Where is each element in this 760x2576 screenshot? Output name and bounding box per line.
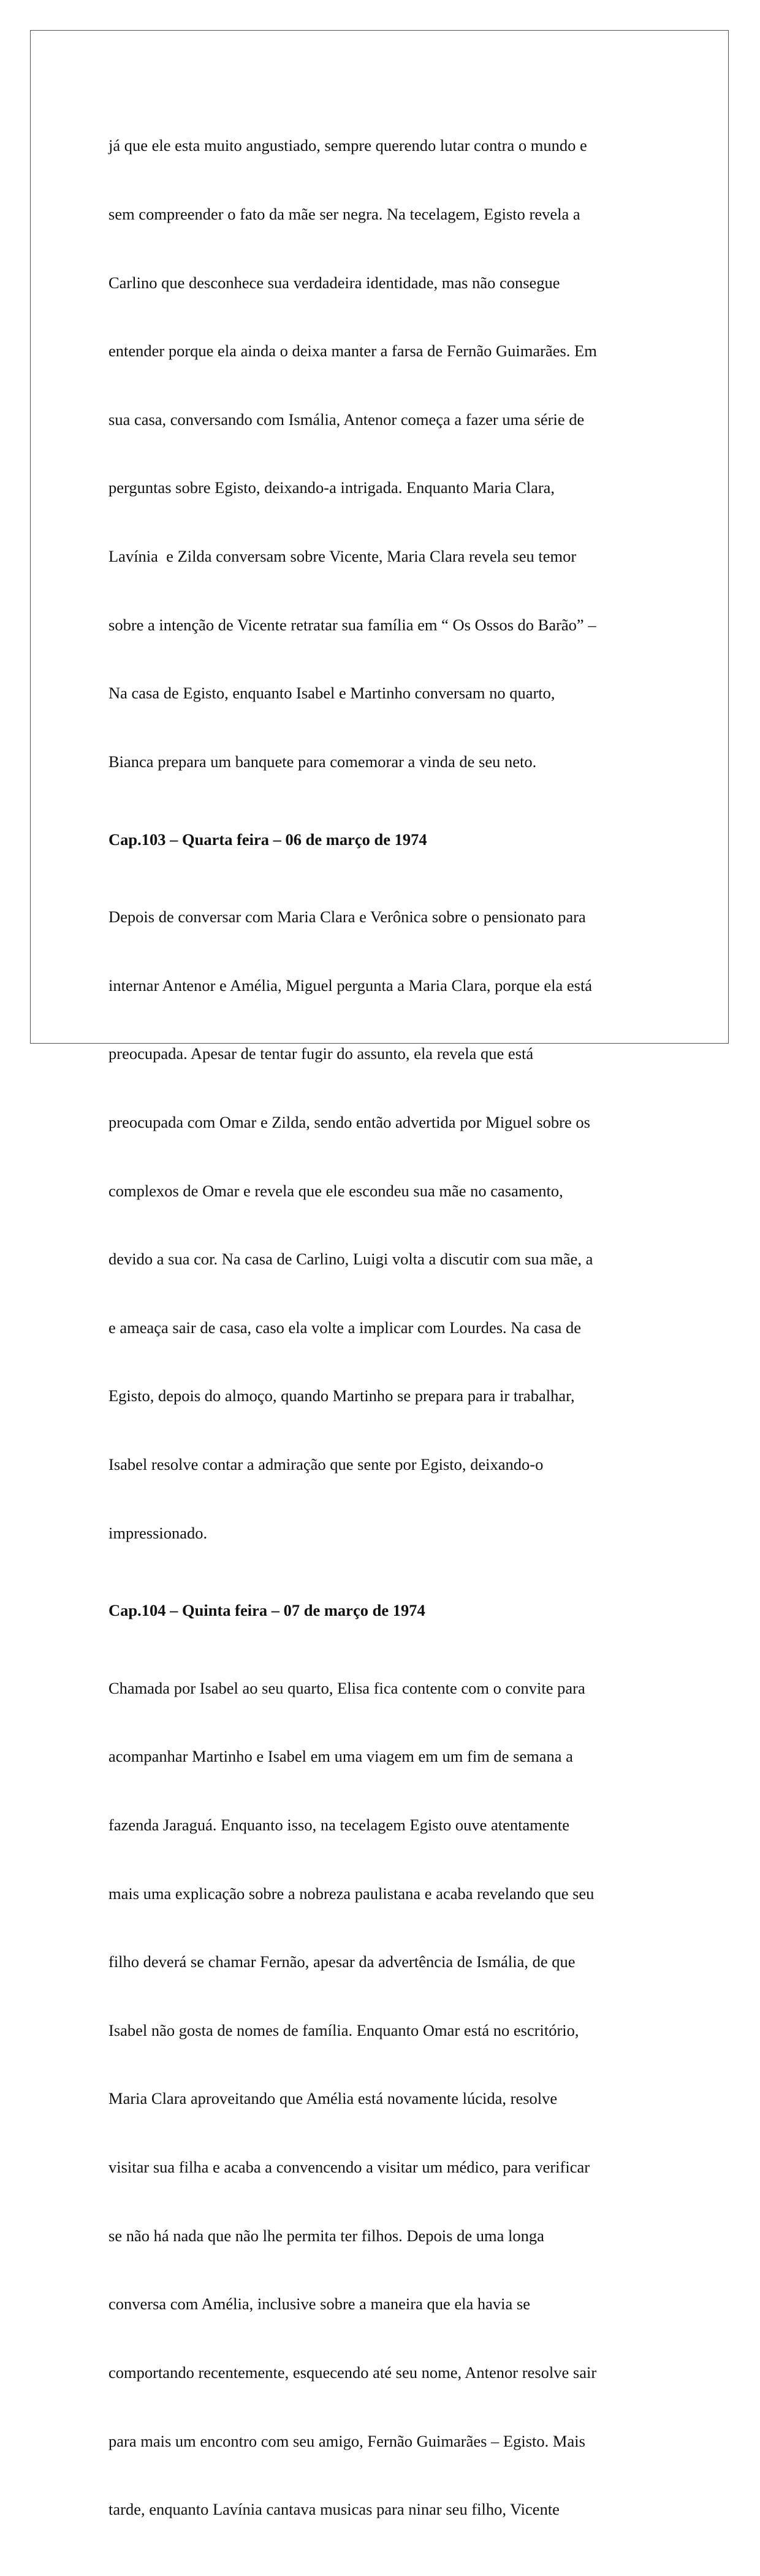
text-line: entender porque ela ainda o deixa manter a farsa de Fernão Guimarães. Em: [108, 342, 597, 361]
chapter-heading-104: Cap.104 – Quinta feira – 07 de março de 1974: [108, 1601, 425, 1620]
text-line: Na casa de Egisto, enquanto Isabel e Martinho conversam no quarto,: [108, 684, 555, 703]
text-line: acompanhar Martinho e Isabel em uma viagem em um fim de semana a: [108, 1747, 573, 1766]
text-line: Lavínia e Zilda conversam sobre Vicente, Maria Clara revela seu temor: [108, 547, 577, 566]
text-line: Chamada por Isabel ao seu quarto, Elisa fica contente com o convite para: [108, 1678, 585, 1697]
text-line: conversa com Amélia, inclusive sobre a maneira que ela havia se: [108, 2295, 530, 2314]
text-line: sua casa, conversando com Ismália, Antenor começa a fazer uma série de: [108, 410, 585, 429]
text-line: complexos de Omar e revela que ele escondeu sua mãe no casamento,: [108, 1181, 563, 1200]
chapter-heading-103: Cap.103 – Quarta feira – 06 de março de 1974: [108, 830, 427, 849]
text-line: Isabel resolve contar a admiração que sente por Egisto, deixando-o: [108, 1454, 544, 1473]
text-line: devido a sua cor. Na casa de Carlino, Luigi volta a discutir com sua mãe, a: [108, 1250, 593, 1269]
text-line: visitar sua filha e acaba a convencendo a visitar um médico, para verificar: [108, 2158, 590, 2177]
text-line: se não há nada que não lhe permita ter filhos. Depois de uma longa: [108, 2226, 544, 2245]
text-line: perguntas sobre Egisto, deixando-a intrigada. Enquanto Maria Clara,: [108, 478, 555, 497]
text-line: preocupada com Omar e Zilda, sendo então advertida por Miguel sobre os: [108, 1112, 590, 1131]
text-line: sem compreender o fato da mãe ser negra. Na tecelagem, Egisto revela a: [108, 205, 580, 224]
text-line: comportando recentemente, esquecendo até seu nome, Antenor resolve sair: [108, 2363, 597, 2382]
text-line: internar Antenor e Amélia, Miguel pergunta a Maria Clara, porque ela está: [108, 976, 593, 995]
text-line: já que ele esta muito angustiado, sempre querendo lutar contra o mundo e: [108, 136, 587, 155]
text-line: Maria Clara aproveitando que Amélia está novamente lúcida, resolve: [108, 2089, 558, 2108]
text-line: fazenda Jaraguá. Enquanto isso, na tecelagem Egisto ouve atentamente: [108, 1816, 570, 1835]
text-line: impressionado.: [108, 1523, 208, 1542]
text-line: e ameaça sair de casa, caso ela volte a implicar com Lourdes. Na casa de: [108, 1318, 582, 1337]
text-line: mais uma explicação sobre a nobreza paulistana e acaba revelando que seu: [108, 1884, 595, 1903]
document-body: [108, 89, 660, 2576]
text-line: Bianca prepara um banquete para comemorar a vinda de seu neto.: [108, 752, 537, 771]
text-line: filho deverá se chamar Fernão, apesar da advertência de Ismália, de que: [108, 1952, 576, 1971]
text-line: preocupada. Apesar de tentar fugir do assunto, ela revela que está: [108, 1044, 534, 1063]
text-line: para mais um encontro com seu amigo, Fernão Guimarães – Egisto. Mais: [108, 2431, 585, 2450]
text-line: tarde, enquanto Lavínia cantava musicas para ninar seu filho, Vicente: [108, 2500, 560, 2519]
text-line: sobre a intenção de Vicente retratar sua família em “ Os Ossos do Barão” –: [108, 615, 596, 634]
text-line: Egisto, depois do almoço, quando Martinho se prepara para ir trabalhar,: [108, 1386, 575, 1405]
text-line: Isabel não gosta de nomes de família. Enquanto Omar está no escritório,: [108, 2020, 579, 2039]
paragraph-3: [108, 1631, 660, 2566]
text-line: Depois de conversar com Maria Clara e Verônica sobre o pensionato para: [108, 908, 586, 927]
text-line: Carlino que desconhece sua verdadeira identidade, mas não consegue: [108, 273, 560, 292]
paragraph-2: [108, 860, 660, 1591]
paragraph-1: [108, 89, 660, 819]
